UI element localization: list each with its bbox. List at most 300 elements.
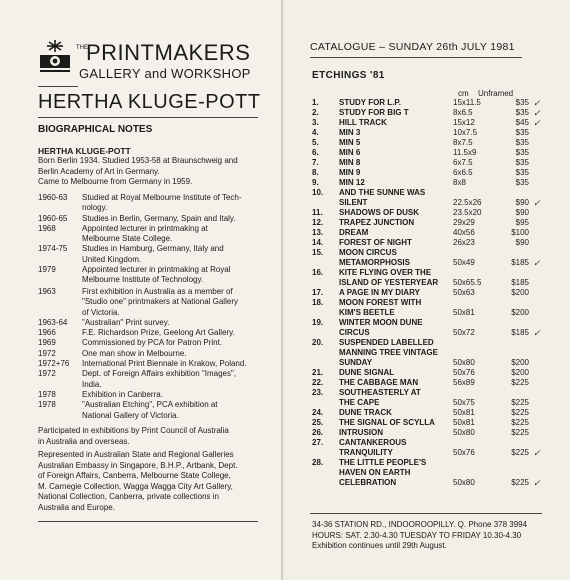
item-number: 11. <box>312 208 323 217</box>
item-size <box>453 318 505 328</box>
item-number: 6. <box>312 148 319 157</box>
item-size: 50x81 <box>453 408 475 417</box>
timeline-year: 1979 <box>38 265 56 275</box>
item-price: $45 <box>515 118 529 127</box>
catalogue-item <box>312 208 552 218</box>
catalogue-item <box>312 288 552 298</box>
item-number <box>312 468 339 478</box>
item-title: THE CAPE <box>339 398 380 407</box>
item-number: 3. <box>312 118 319 127</box>
timeline-row <box>38 234 273 244</box>
timeline-event: Melbourne State College. <box>82 234 173 244</box>
timeline-event: Exhibition in Canberra. <box>82 389 163 399</box>
item-title: DREAM <box>339 228 369 237</box>
bio-line: Berlin Academy of Art in Germany. <box>38 166 160 176</box>
item-size <box>453 248 505 258</box>
item-size: 56x89 <box>453 378 475 387</box>
timeline-event: Studies in Hamburg, Germany, Italy and <box>82 244 224 254</box>
catalogue-item <box>312 228 552 238</box>
sold-mark <box>529 268 553 278</box>
timeline-event: Dept. of Foreign Affairs exhibition "Images", <box>82 369 237 379</box>
sold-mark: ✓ <box>533 108 541 118</box>
timeline-row <box>38 203 273 213</box>
sold-mark <box>529 208 553 218</box>
timeline-year <box>38 203 82 213</box>
column-header-unframed: Unframed <box>478 89 514 98</box>
timeline-year: 1972 <box>38 369 56 379</box>
section-title: BIOGRAPHICAL NOTES <box>38 124 153 135</box>
item-size: 50x65.5 <box>453 278 482 287</box>
timeline-year: 1963 <box>38 287 56 296</box>
sold-mark <box>529 308 553 318</box>
item-number <box>312 358 339 368</box>
catalogue-item <box>312 438 552 448</box>
participation-line: Participated in exhibitions by Print Council of Australia <box>38 426 229 435</box>
item-price <box>505 348 529 358</box>
hours: HOURS: SAT. 2.30-4.30 TUESDAY TO FRIDAY 10.30-4.30 <box>312 530 522 540</box>
sold-mark <box>529 348 553 358</box>
sold-mark <box>529 138 553 148</box>
timeline-year <box>38 297 82 307</box>
catalogue-item <box>312 368 552 378</box>
item-title: MANNING TREE VINTAGE <box>339 348 438 357</box>
item-number: 5. <box>312 138 319 147</box>
catalogue-item <box>312 198 552 208</box>
item-number: 21. <box>312 368 324 377</box>
catalogue-item <box>312 398 552 408</box>
item-title: DUNE TRACK <box>339 408 392 417</box>
timeline-event: "Australian Etching", PCA exhibition at <box>82 400 218 410</box>
item-title: SHADOWS OF DUSK <box>339 208 419 217</box>
item-number: 26. <box>312 428 324 437</box>
timeline-year <box>38 380 82 390</box>
item-size: 50x76 <box>453 368 475 377</box>
item-title: SILENT <box>339 198 368 207</box>
item-number: 9. <box>312 178 319 187</box>
sold-mark <box>529 338 553 348</box>
timeline-row <box>38 255 273 265</box>
timeline-row <box>38 318 273 328</box>
item-title: STUDY FOR BIG T <box>339 108 409 117</box>
item-price <box>505 318 529 328</box>
timeline-event: "Australian" Print survey. <box>82 317 170 327</box>
participation-paragraph <box>38 426 268 447</box>
timeline-event: Commissioned by PCA for Patron Print. <box>82 338 223 348</box>
item-price <box>505 458 529 468</box>
item-price: $225 <box>511 378 529 387</box>
item-number <box>312 308 339 318</box>
catalogue-item <box>312 328 552 338</box>
timeline-event: nology. <box>82 203 108 213</box>
item-size: 8x8 <box>453 178 466 187</box>
timeline-event: Studied at Royal Melbourne Institute of Tech- <box>82 193 242 202</box>
item-size <box>453 388 505 398</box>
item-price: $95 <box>515 218 529 227</box>
timeline-year: 1969 <box>38 338 56 348</box>
item-size: 50x81 <box>453 308 475 317</box>
sold-mark <box>529 398 553 408</box>
timeline-year <box>38 308 82 318</box>
item-title: AND THE SUNNE WAS <box>339 188 426 197</box>
item-price <box>505 338 529 348</box>
item-price <box>505 298 529 308</box>
catalogue-item <box>312 338 552 348</box>
timeline-year: 1966 <box>38 328 56 338</box>
item-price: $35 <box>515 168 529 177</box>
catalogue-item <box>312 318 552 328</box>
page-fold <box>281 0 283 580</box>
item-price <box>505 248 529 258</box>
item-title: MIN 6 <box>339 148 361 157</box>
timeline-event: One man show in Melbourne. <box>82 348 187 358</box>
item-size <box>453 438 505 448</box>
item-number: 24. <box>312 408 324 417</box>
sold-mark <box>529 278 553 288</box>
item-size: 23.5x20 <box>453 208 482 217</box>
timeline-event: National Gallery of Victoria. <box>82 410 179 420</box>
item-price: $225 <box>511 428 529 437</box>
timeline-row <box>38 411 273 421</box>
item-price: $35 <box>515 148 529 157</box>
item-title: SUNDAY <box>339 358 373 367</box>
item-price: $225 <box>511 408 529 417</box>
item-price: $90 <box>515 208 529 217</box>
catalogue-heading: CATALOGUE – SUNDAY 26th JULY 1981 <box>310 41 515 53</box>
item-size: 8x7.5 <box>453 138 473 147</box>
timeline-row <box>38 328 273 338</box>
item-number: 12. <box>312 218 324 227</box>
item-title: TRAPEZ JUNCTION <box>339 218 415 227</box>
timeline-event: of Victoria. <box>82 307 120 317</box>
item-title: MOON FOREST WITH <box>339 298 422 307</box>
item-size <box>453 298 505 308</box>
item-size: 15x12 <box>453 118 475 127</box>
sold-mark <box>529 438 553 448</box>
sold-mark <box>529 248 553 258</box>
item-size: 50x80 <box>453 478 475 487</box>
item-size: 50x75 <box>453 398 475 407</box>
item-price: $185 <box>511 258 529 267</box>
timeline-event: First exhibition in Australia as a member of <box>82 287 233 296</box>
item-number: 14. <box>312 238 324 247</box>
item-size: 50x80 <box>453 358 475 367</box>
item-title: HILL TRACK <box>339 118 387 127</box>
item-price: $225 <box>511 398 529 407</box>
item-number: 19. <box>312 318 324 327</box>
timeline-event: Appointed lecturer in printmaking at <box>82 223 208 233</box>
item-size: 6x7.5 <box>453 158 473 167</box>
catalogue-item <box>312 138 552 148</box>
item-price: $35 <box>515 178 529 187</box>
sold-mark <box>529 388 553 398</box>
item-size: 50x81 <box>453 418 475 427</box>
item-size <box>453 188 505 198</box>
timeline-event: F.E. Richardson Prize, Geelong Art Gallery. <box>82 328 235 338</box>
sold-mark: ✓ <box>533 198 541 208</box>
sold-mark <box>529 148 553 158</box>
item-title: THE CABBAGE MAN <box>339 378 419 387</box>
sold-mark <box>529 418 553 428</box>
sold-mark <box>529 358 553 368</box>
item-price: $90 <box>515 198 529 207</box>
item-title: INTRUSION <box>339 428 383 437</box>
etchings-title: ETCHINGS '81 <box>312 70 385 81</box>
sold-mark <box>529 178 553 188</box>
item-number: 27. <box>312 438 324 447</box>
item-price: $35 <box>515 138 529 147</box>
sold-mark: ✓ <box>533 118 541 128</box>
catalogue-item <box>312 268 552 278</box>
bio-name: HERTHA KLUGE-POTT <box>38 146 131 156</box>
brand-subtitle: GALLERY and WORKSHOP <box>79 66 251 81</box>
item-title: A PAGE IN MY DIARY <box>339 288 420 297</box>
item-number: 1. <box>312 98 319 107</box>
brand-rule <box>38 86 78 87</box>
item-number <box>312 198 339 208</box>
sold-mark: ✓ <box>533 328 541 338</box>
item-title: CELEBRATION <box>339 478 397 487</box>
timeline-education <box>38 193 273 286</box>
sold-mark <box>529 378 553 388</box>
catalogue-item <box>312 408 552 418</box>
sold-mark <box>529 428 553 438</box>
item-number <box>312 348 339 358</box>
timeline-year <box>38 255 82 265</box>
catalogue-item <box>312 358 552 368</box>
item-number <box>312 258 339 268</box>
item-size: 50x72 <box>453 328 475 337</box>
timeline-row <box>38 349 273 359</box>
item-number: 10. <box>312 188 324 197</box>
represented-line: National Collection, Canberra, private collections in <box>38 492 219 501</box>
item-number: 16. <box>312 268 324 277</box>
timeline-event: Studies in Berlin, Germany, Spain and Italy. <box>82 213 236 223</box>
sold-mark <box>529 288 553 298</box>
item-price: $200 <box>511 358 529 367</box>
item-price: $35 <box>515 128 529 137</box>
timeline-row <box>38 224 273 234</box>
catalogue-item <box>312 238 552 248</box>
timeline-row <box>38 275 273 285</box>
item-title: SUSPENDED LABELLED <box>339 338 434 347</box>
catalogue-item <box>312 98 552 108</box>
catalogue-item <box>312 128 552 138</box>
timeline-row <box>38 359 273 369</box>
item-price: $200 <box>511 368 529 377</box>
brand-the: THE <box>76 45 88 51</box>
catalogue-item <box>312 388 552 398</box>
catalogue-item <box>312 478 552 488</box>
catalogue-list <box>312 98 552 488</box>
timeline-row <box>38 308 273 318</box>
item-title: MIN 3 <box>339 128 361 137</box>
timeline-row <box>38 338 273 348</box>
sold-mark <box>529 298 553 308</box>
item-price: $225 <box>511 478 529 487</box>
timeline-row <box>38 265 273 275</box>
catalogue-item <box>312 418 552 428</box>
bio-line: Came to Melbourne from Germany in 1959. <box>38 177 193 186</box>
catalogue-item <box>312 178 552 188</box>
item-price <box>505 268 529 278</box>
item-title: STUDY FOR L.P. <box>339 98 401 107</box>
item-title: WINTER MOON DUNE <box>339 318 423 327</box>
sold-mark <box>529 408 553 418</box>
timeline-year: 1974-75 <box>38 244 68 254</box>
item-title: METAMORPHOSIS <box>339 258 410 267</box>
represented-line: Represented in Australian State and Regional Galleries <box>38 450 234 459</box>
item-price <box>505 438 529 448</box>
timeline-row <box>38 380 273 390</box>
sold-mark <box>529 468 553 478</box>
catalogue-item <box>312 298 552 308</box>
timeline-event: International Print Biennale in Krakow, Poland. <box>82 359 247 369</box>
item-title: MIN 9 <box>339 168 361 177</box>
item-price: $200 <box>511 288 529 297</box>
gallery-info <box>312 520 562 552</box>
item-price: $100 <box>511 228 529 237</box>
item-size: 29x29 <box>453 218 475 227</box>
item-price <box>505 188 529 198</box>
item-size: 50x49 <box>453 258 475 267</box>
catalogue-item <box>312 348 552 358</box>
item-title: HAVEN ON EARTH <box>339 468 411 477</box>
sold-mark <box>529 228 553 238</box>
item-title: MOON CIRCUS <box>339 248 397 257</box>
timeline-year <box>38 411 82 421</box>
item-title: THE SIGNAL OF SCYLLA <box>339 418 435 427</box>
sold-mark <box>529 168 553 178</box>
item-number: 7. <box>312 158 319 167</box>
item-number: 20. <box>312 338 324 347</box>
catalogue-item <box>312 248 552 258</box>
represented-line: M. Carnegie Collection, Wagga Wagga City Art Gallery, <box>38 481 233 491</box>
timeline-year: 1978 <box>38 389 56 399</box>
timeline-year: 1972 <box>38 348 56 358</box>
item-size <box>453 458 505 468</box>
catalogue-item <box>312 168 552 178</box>
item-number <box>312 478 339 488</box>
item-number <box>312 448 339 458</box>
timeline-year <box>38 234 82 244</box>
timeline-year: 1963-64 <box>38 317 68 327</box>
item-price: $35 <box>515 108 529 117</box>
timeline-event: United Kingdom. <box>82 254 142 264</box>
represented-paragraph <box>38 450 268 513</box>
item-title: MIN 5 <box>339 138 361 147</box>
timeline-event: "Studio one" printmakers at National Gallery <box>82 297 238 307</box>
represented-line: Australian Embassy in Singapore, B.H.P., Artbank, Dept. <box>38 460 238 470</box>
item-number: 17. <box>312 288 324 297</box>
printmakers-logo-icon <box>38 37 72 77</box>
catalogue-item <box>312 278 552 288</box>
timeline-row <box>38 287 273 297</box>
artist-rule <box>38 117 258 118</box>
item-title: MIN 8 <box>339 158 361 167</box>
sold-mark: ✓ <box>533 448 541 458</box>
timeline-year <box>38 275 82 285</box>
item-number: 22. <box>312 378 324 387</box>
item-size <box>453 468 505 478</box>
sold-mark <box>529 218 553 228</box>
timeline-year: 1972+76 <box>38 359 70 369</box>
left-bottom-rule <box>38 521 258 522</box>
item-size: 50x76 <box>453 448 475 457</box>
item-size: 6x6.5 <box>453 168 473 177</box>
item-number <box>312 278 339 288</box>
sold-mark: ✓ <box>533 258 541 268</box>
bio-text <box>38 156 268 188</box>
catalogue-item <box>312 448 552 458</box>
brand-title: PRINTMAKERS <box>86 40 251 65</box>
sold-mark <box>529 158 553 168</box>
item-title: KITE FLYING OVER THE <box>339 268 432 277</box>
sold-mark <box>529 188 553 198</box>
timeline-row <box>38 297 273 307</box>
item-size: 11.5x9 <box>453 148 477 157</box>
timeline-row <box>38 244 273 254</box>
catalogue-rule <box>310 57 522 58</box>
item-size: 22.5x26 <box>453 198 482 207</box>
item-title: ISLAND OF YESTERYEAR <box>339 278 439 287</box>
catalogue-item <box>312 458 552 468</box>
timeline-exhibitions <box>38 287 273 421</box>
sold-mark <box>529 238 553 248</box>
item-price <box>505 388 529 398</box>
timeline-year: 1960-63 <box>38 193 68 202</box>
timeline-year: 1968 <box>38 223 56 233</box>
item-number <box>312 398 339 408</box>
item-number: 2. <box>312 108 319 117</box>
timeline-event: Appointed lecturer in printmaking at Royal <box>82 265 231 275</box>
item-number: 13. <box>312 228 324 237</box>
item-size: 8x6.5 <box>453 108 473 117</box>
catalogue-item <box>312 118 552 128</box>
item-title: DUNE SIGNAL <box>339 368 395 377</box>
item-number: 28. <box>312 458 324 467</box>
catalogue-item <box>312 308 552 318</box>
item-price: $35 <box>515 158 529 167</box>
timeline-row <box>38 400 273 410</box>
item-number: 15. <box>312 248 324 257</box>
item-price: $35 <box>515 98 529 107</box>
item-price <box>505 468 529 478</box>
participation-line: in Australia and overseas. <box>38 436 130 446</box>
item-price: $185 <box>511 278 529 287</box>
timeline-row <box>38 214 273 224</box>
timeline-year: 1960-65 <box>38 213 68 223</box>
catalogue-item <box>312 148 552 158</box>
catalogue-item <box>312 428 552 438</box>
item-price: $225 <box>511 418 529 427</box>
timeline-row <box>38 369 273 379</box>
address-rule <box>310 513 542 514</box>
timeline-row <box>38 193 273 203</box>
item-number: 8. <box>312 168 319 177</box>
item-size: 40x56 <box>453 228 475 237</box>
item-size: 26x23 <box>453 238 475 247</box>
item-title: CIRCUS <box>339 328 370 337</box>
sold-mark <box>529 128 553 138</box>
item-title: THE LITTLE PEOPLE'S <box>339 458 427 467</box>
represented-line: Australia and Europe. <box>38 502 115 512</box>
timeline-year: 1978 <box>38 400 56 410</box>
catalogue-item <box>312 158 552 168</box>
item-title: TRANQUILITY <box>339 448 393 457</box>
item-number <box>312 328 339 338</box>
catalogue-item <box>312 188 552 198</box>
timeline-row <box>38 390 273 400</box>
